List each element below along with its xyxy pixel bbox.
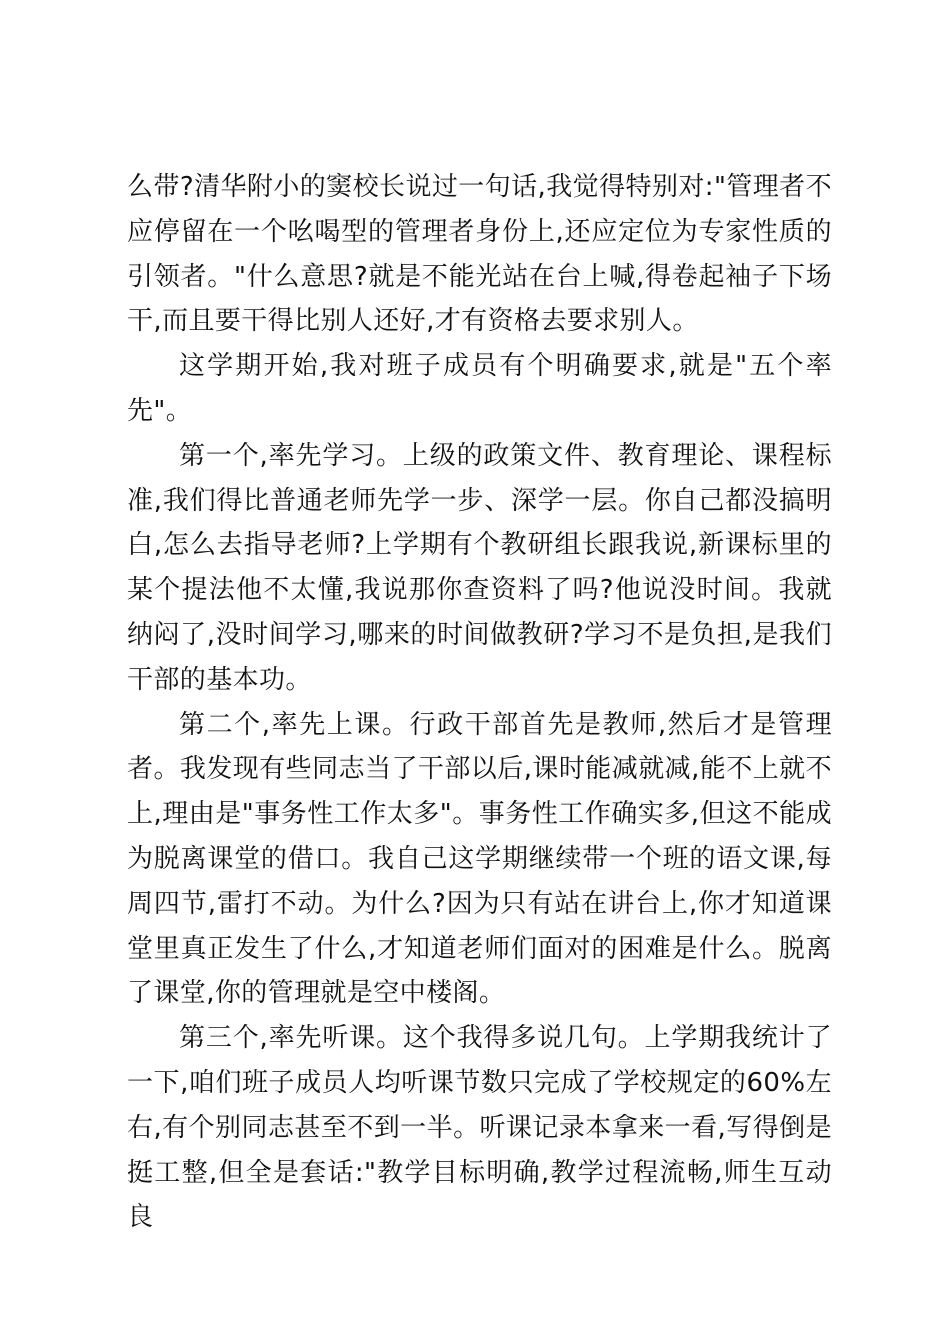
paragraph-continued: 么带?清华附小的窦校长说过一句话,我觉得特别对:"管理者不应停留在一个吆喝型的管理者身份上,还应定位为专家性质的引领者。"什么意思?就是不能光站在台上喊,得卷起袖子下场干,而且要干得比别人还好,才有资格去要求别人。 xyxy=(127,172,832,337)
paragraph-second-teach: 第二个,率先上课。行政干部首先是教师,然后才是管理者。我发现有些同志当了干部以后,课时能减就减,能不上就不上,理由是"事务性工作太多"。事务性工作确实多,但这不能成为脱离课堂的借口。我自己这学期继续带一个班的语文课,每周四节,雷打不动。为什么?因为只有站在讲台上,你才知道课堂里真正发生了什么,才知道老师们面对的困难是什么。脱离了课堂,你的管理就是空中楼阁。 xyxy=(127,709,832,1009)
paragraph-five-firsts: 这学期开始,我对班子成员有个明确要求,就是"五个率先"。 xyxy=(127,351,832,426)
paragraph-first-study: 第一个,率先学习。上级的政策文件、教育理论、课程标准,我们得比普通老师先学一步、深学一层。你自己都没搞明白,怎么去指导老师?上学期有个教研组长跟我说,新课标里的某个提法他不太懂,我说那你查资料了吗?他说没时间。我就纳闷了,没时间学习,哪来的时间做教研?学习不是负担,是我们干部的基本功。 xyxy=(127,440,832,695)
body-text xyxy=(127,165,832,1240)
paragraph-third-observe: 第三个,率先听课。这个我得多说几句。上学期我统计了一下,咱们班子成员人均听课节数只完成了学校规定的60%左右,有个别同志甚至不到一半。听课记录本拿来一看,写得倒是挺工整,但全是套话:"教学目标明确,教学过程流畅,师生互动良 xyxy=(127,1023,832,1233)
